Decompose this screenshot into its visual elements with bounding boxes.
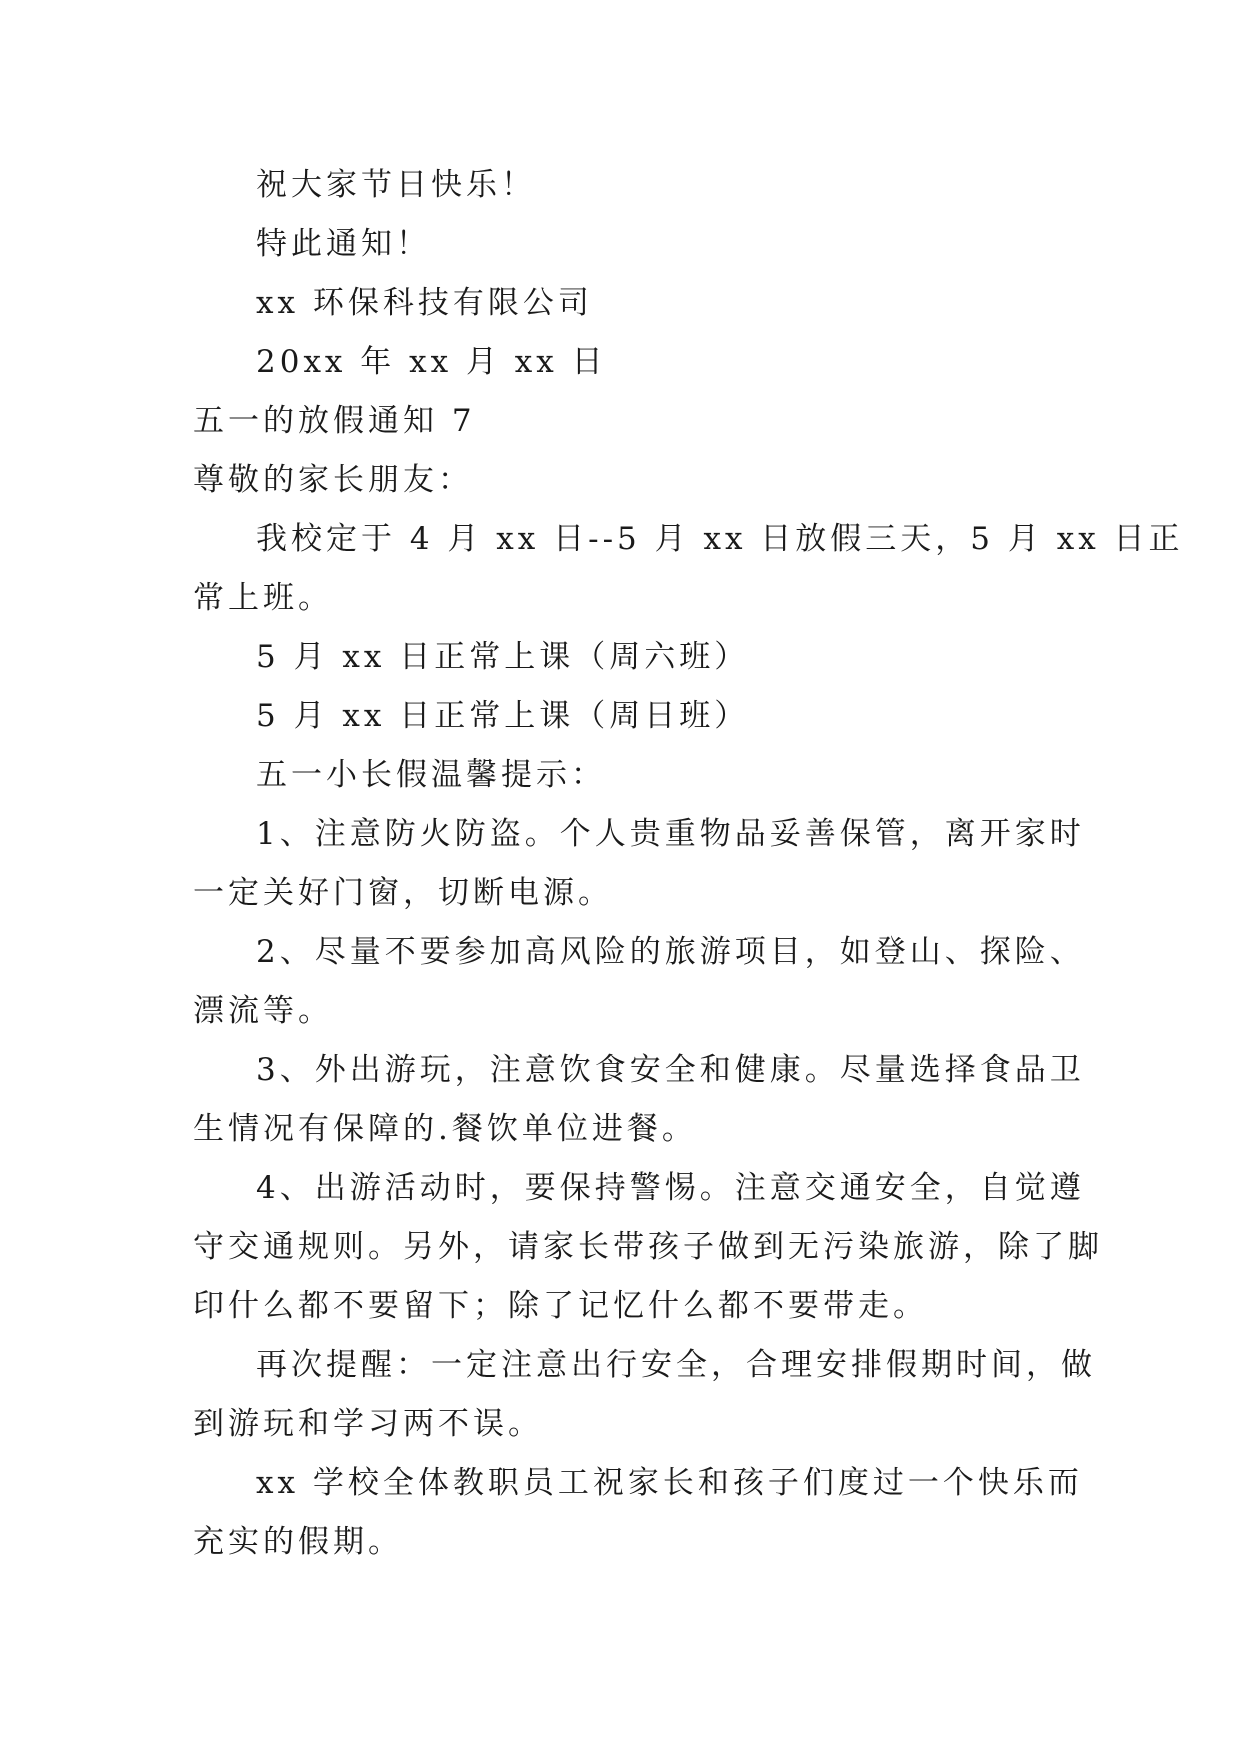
notice-title: 五一的放假通知 7	[193, 403, 476, 439]
paragraph-line: 1、注意防火防盗。个人贵重物品妥善保管，离开家时	[256, 816, 1085, 852]
paragraph-line: 一定关好门窗，切断电源。	[193, 875, 613, 911]
paragraph-line: 5 月 xx 日正常上课（周日班）	[256, 698, 750, 734]
closing-wishes: 祝大家节日快乐！	[256, 167, 536, 203]
closing-company: xx 环保科技有限公司	[256, 285, 593, 321]
paragraph-line: 5 月 xx 日正常上课（周六班）	[256, 639, 750, 675]
paragraph-line: 3、外出游玩，注意饮食安全和健康。尽量选择食品卫	[256, 1052, 1085, 1088]
paragraph-line: 印什么都不要留下；除了记忆什么都不要带走。	[193, 1288, 928, 1324]
paragraph-line: 五一小长假温馨提示：	[256, 757, 606, 793]
closing-announcement: 特此通知！	[256, 226, 431, 262]
paragraph-line: 我校定于 4 月 xx 日--5 月 xx 日放假三天，5 月 xx 日正	[256, 521, 1184, 557]
paragraph-line: 漂流等。	[193, 993, 333, 1029]
paragraph-line: 2、尽量不要参加高风险的旅游项目，如登山、探险、	[256, 934, 1085, 970]
paragraph-line: 到游玩和学习两不误。	[193, 1406, 543, 1442]
paragraph-line: 生情况有保障的.餐饮单位进餐。	[193, 1111, 697, 1147]
paragraph-line: xx 学校全体教职员工祝家长和孩子们度过一个快乐而	[256, 1465, 1083, 1501]
paragraph-line: 4、出游活动时，要保持警惕。注意交通安全，自觉遵	[256, 1170, 1085, 1206]
closing-date: 20xx 年 xx 月 xx 日	[256, 344, 607, 380]
paragraph-line: 充实的假期。	[193, 1524, 403, 1560]
paragraph-line: 再次提醒：一定注意出行安全，合理安排假期时间，做	[256, 1347, 1096, 1383]
paragraph-line: 守交通规则。另外，请家长带孩子做到无污染旅游，除了脚	[193, 1229, 1103, 1265]
salutation: 尊敬的家长朋友：	[193, 462, 473, 498]
paragraph-line: 常上班。	[193, 580, 333, 616]
